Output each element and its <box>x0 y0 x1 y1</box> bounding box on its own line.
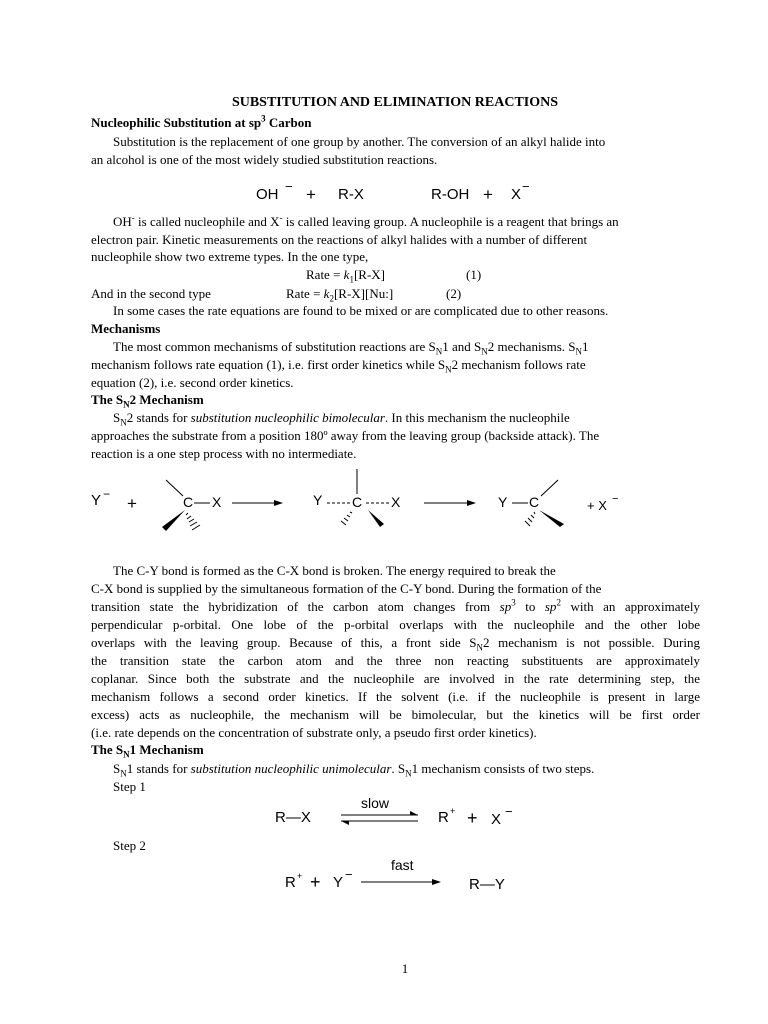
text: 1 Mechanism <box>129 742 204 757</box>
equation-number-1: (1) <box>466 267 482 282</box>
charge-minus: − <box>345 867 353 882</box>
heading-tail: Carbon <box>265 115 312 130</box>
arrowhead <box>432 879 441 885</box>
arrowhead <box>341 821 349 825</box>
text: overlaps with the leaving group. Because of this, a front side S <box>91 635 477 650</box>
subscript: N <box>575 346 583 357</box>
carbon-label: C <box>352 494 363 510</box>
cy-line-1: The C-Y bond is formed as the C-X bond is broken. The energy required to break the <box>113 563 556 578</box>
alkyl-halide-label: R-X <box>338 186 364 203</box>
text: S <box>113 761 121 776</box>
superscript: 3 <box>261 113 266 124</box>
wedge-bond <box>368 510 384 527</box>
hashed-bond <box>341 512 352 525</box>
carbon-label: C <box>183 494 194 510</box>
subscript: N <box>445 364 452 375</box>
rate-text: [R-X][Nu:] <box>333 286 394 301</box>
text: 2 mechanism follows rate <box>451 357 586 372</box>
arrowhead <box>274 500 283 506</box>
cy-line-4: perpendicular p-orbital. One lobe of the p-orbital overlaps with the nucleophile and the other lobe <box>91 617 700 632</box>
hashed-bond <box>525 512 535 526</box>
text: 2 stands for <box>126 410 191 425</box>
subscript: N <box>435 346 443 357</box>
subscript: N <box>123 399 130 410</box>
text: 2 Mechanism <box>129 392 204 407</box>
alcohol-label: R-OH <box>431 186 470 203</box>
text: 1 and S <box>442 339 482 354</box>
paragraph-nucleophile-line-2: electron pair. Kinetic measurements on the reactions of alkyl halides with a number of different <box>91 232 588 247</box>
subscript: N <box>481 346 488 357</box>
text: transition state the hybridization of the carbon atom changes from <box>91 599 500 614</box>
nucleophile-label: Y <box>91 492 102 509</box>
nucleophile-label: Y <box>333 874 344 891</box>
plus-sign: + <box>127 494 137 513</box>
sn1-line-1 <box>113 760 594 777</box>
charge-minus: − <box>103 487 111 501</box>
text: . In this mechanism the nucleophile <box>384 410 570 425</box>
alkyl-halide-label: R—X <box>275 809 311 826</box>
charge-minus: − <box>505 804 513 819</box>
step-2-label: Step 2 <box>113 838 146 853</box>
heading-text: Nucleophilic Substitution at sp <box>91 115 262 130</box>
arrowhead <box>467 500 476 506</box>
text: The S <box>91 742 124 757</box>
product-label: R—Y <box>469 876 505 893</box>
text: 2 mechanism is not possible. During <box>483 635 700 650</box>
hydroxide-label: OH <box>256 186 279 203</box>
text: The S <box>91 392 124 407</box>
wedge-bond <box>539 510 564 527</box>
plus-sign: + <box>310 872 321 892</box>
emphasis: substitution nucleophilic unimolecular <box>190 761 392 776</box>
intro-line-2: an alcohol is one of the most widely studied substitution reactions. <box>91 152 438 167</box>
text: The most common mechanisms of substitution reactions are S <box>113 339 436 354</box>
halide-label: X <box>491 811 502 828</box>
subscript: N <box>120 768 127 779</box>
text: . S <box>391 761 406 776</box>
bond-line <box>541 480 558 496</box>
sn2-line-2: approaches the substrate from a position 180º away from the leaving group (backside attack). The <box>91 428 600 443</box>
emphasis: sp <box>499 599 512 614</box>
cy-line-8: mechanism follows a second order kinetics. If the solvent (i.e. if the nucleophile is present in large <box>91 689 700 704</box>
heading-sn1-mechanism <box>91 741 204 758</box>
charge-plus: + <box>450 806 456 816</box>
equation-number-2: (2) <box>446 286 462 301</box>
emphasis: sp <box>544 599 557 614</box>
charge-sup: - <box>131 212 135 223</box>
rate-text: Rate = <box>286 286 324 301</box>
text: 2 mechanisms. S <box>487 339 576 354</box>
plus-sign: + <box>306 185 316 204</box>
rate-constant: k <box>343 267 350 282</box>
emphasis: substitution nucleophilic bimolecular <box>190 410 385 425</box>
charge-minus: − <box>522 179 530 194</box>
rate-text: [R-X] <box>353 267 385 282</box>
halide-product-label: + X <box>587 498 607 513</box>
slow-label: slow <box>361 795 390 811</box>
halide-label: X <box>511 186 522 203</box>
subscript: N <box>476 642 484 653</box>
hydroxide-text: OH <box>113 214 132 229</box>
text: 1 <box>582 339 589 354</box>
paragraph-nucleophile-line-3: nucleophile show two extreme types. In the one type, <box>91 249 369 264</box>
page-title: SUBSTITUTION AND ELIMINATION REACTIONS <box>231 95 559 110</box>
heading-mechanisms: Mechanisms <box>91 321 161 336</box>
plus-sign: + <box>467 808 478 828</box>
step-1-label: Step 1 <box>113 779 146 794</box>
text: 1 mechanism consists of two steps. <box>411 761 595 776</box>
cy-line-5 <box>91 634 700 651</box>
text: 1 stands for <box>126 761 191 776</box>
bond-line <box>166 480 183 496</box>
text: mechanism follows rate equation (1), i.e. first order kinetics while S <box>91 357 446 372</box>
hashed-bond <box>186 513 200 530</box>
cy-line-7: coplanar. Since both the substrate and the nucleophile are involved in the rate determining step, the <box>91 671 700 686</box>
carbocation-label: R <box>438 809 449 826</box>
cy-line-10: (i.e. rate depends on the concentration of substrate only, a pseudo first order kinetics). <box>91 725 537 740</box>
rate-text: Rate = <box>306 267 344 282</box>
wedge-bond <box>162 510 185 531</box>
text: to <box>515 599 545 614</box>
intro-line-1: Substitution is the replacement of one group by another. The conversion of an alkyl halide into <box>113 134 606 149</box>
charge-minus: − <box>612 493 619 505</box>
nucleophile-label: Y <box>313 492 323 508</box>
subscript: N <box>120 417 127 428</box>
charge-minus: − <box>285 179 293 194</box>
text: is called leaving group. A nucleophile is a reagent that brings an <box>282 214 619 229</box>
mechanisms-line-3: equation (2), i.e. second order kinetics. <box>91 375 294 390</box>
carbocation-label: R <box>285 874 296 891</box>
cy-line-6: the transition state the carbon atom and the three non reacting substituents are approximately <box>91 653 700 668</box>
text: with an approximately <box>560 599 700 614</box>
leaving-group-label: X <box>391 494 401 510</box>
paragraph-mixed-rates: In some cases the rate equations are found to be mixed or are complicated due to other reasons. <box>113 303 609 318</box>
cy-line-3 <box>91 598 700 615</box>
rate-equation-2-lead: And in the second type <box>91 286 211 301</box>
plus-sign: + <box>483 185 493 204</box>
sn2-line-3: reaction is a one step process with no intermediate. <box>91 446 357 461</box>
text: is called nucleophile and X <box>134 214 280 229</box>
text: S <box>113 410 121 425</box>
nucleophile-label: Y <box>498 494 508 510</box>
charge-sup: - <box>279 212 283 223</box>
carbon-label: C <box>529 494 540 510</box>
page-number: 1 <box>401 961 409 976</box>
subscript: 2 <box>329 293 334 304</box>
arrowhead <box>410 811 418 815</box>
cy-line-2: C-X bond is supplied by the simultaneous formation of the C-Y bond. During the formation of the <box>91 581 602 596</box>
fast-label: fast <box>391 857 414 873</box>
subscript: N <box>123 749 130 760</box>
subscript: 1 <box>349 274 354 285</box>
leaving-group-label: X <box>212 494 222 510</box>
superscript: 2 <box>556 597 561 608</box>
charge-plus: + <box>297 871 303 881</box>
subscript: N <box>405 768 412 779</box>
cy-line-9: excess) acts as nucleophile, the mechanism will be bimolecular, but the kinetics will be first order <box>91 707 700 722</box>
rate-constant: k <box>323 286 330 301</box>
superscript: 3 <box>511 597 516 608</box>
